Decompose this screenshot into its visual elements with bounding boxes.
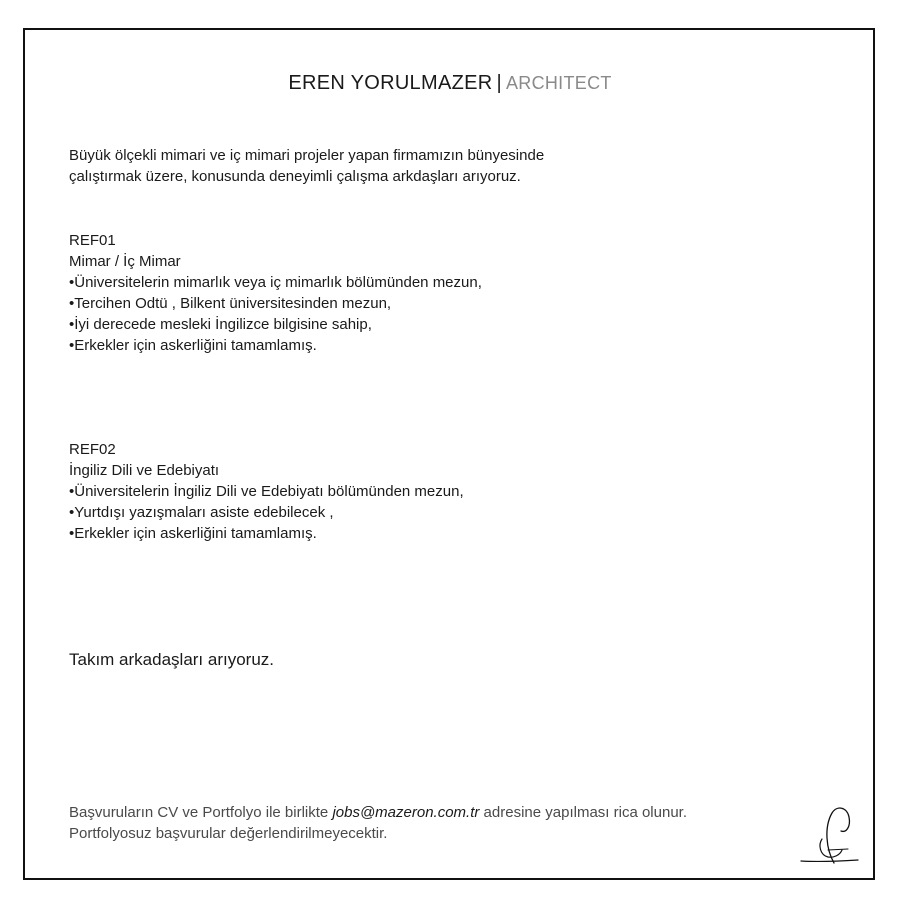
intro-line: Büyük ölçekli mimari ve iç mimari projeler yapan firmamızın bünyesinde	[69, 147, 545, 164]
header-role: ARCHITECT	[505, 73, 612, 93]
footer-line-2: Portfolyosuz başvurular değerlendirilmeyecektir.	[69, 825, 388, 842]
email-link[interactable]: jobs@mazeron.com.tr	[332, 804, 480, 821]
ref01-title: Mimar / İç Mimar	[69, 253, 181, 270]
intro-line: çalıştırmak üzere, konusunda deneyimli çalışma arkdaşları arıyoruz.	[69, 168, 521, 185]
ref02-bullet: •Üniversitelerin İngiliz Dili ve Edebiyatı bölümünden mezun,	[69, 483, 464, 500]
header-separator: |	[496, 72, 502, 94]
footer-text-before: Başvuruların CV ve Portfolyo ile birlikte	[69, 804, 333, 821]
page-header	[0, 72, 900, 95]
ref02-section	[69, 439, 464, 544]
header-name: EREN YORULMAZER	[288, 72, 493, 94]
footer-text-after: adresine yapılması rica olunur.	[479, 804, 687, 821]
ref01-bullet: •Erkekler için askerliğini tamamlamış.	[69, 337, 317, 354]
ref01-bullet: •Tercihen Odtü , Bilkent üniversitesinden mezun,	[69, 295, 392, 312]
ref02-bullet: •Yurtdışı yazışmaları asiste edebilecek ,	[69, 504, 334, 521]
ref02-title: İngiliz Dili ve Edebiyatı	[69, 462, 220, 479]
footer-line-1	[69, 802, 687, 823]
ref02-bullet: •Erkekler için askerliğini tamamlamış.	[69, 525, 317, 542]
intro-paragraph	[69, 145, 544, 187]
footer-note	[69, 802, 687, 844]
ref01-bullet: •İyi derecede mesleki İngilizce bilgisine sahip,	[69, 316, 372, 333]
ref01-bullet: •Üniversitelerin mimarlık veya iç mimarlık bölümünden mezun,	[69, 274, 482, 291]
signature-icon	[798, 805, 863, 867]
closing-statement: Takım arkadaşları arıyoruz.	[69, 650, 275, 669]
ref01-code: REF01	[69, 232, 116, 249]
ref02-code: REF02	[69, 441, 116, 458]
ref01-section	[69, 230, 482, 356]
